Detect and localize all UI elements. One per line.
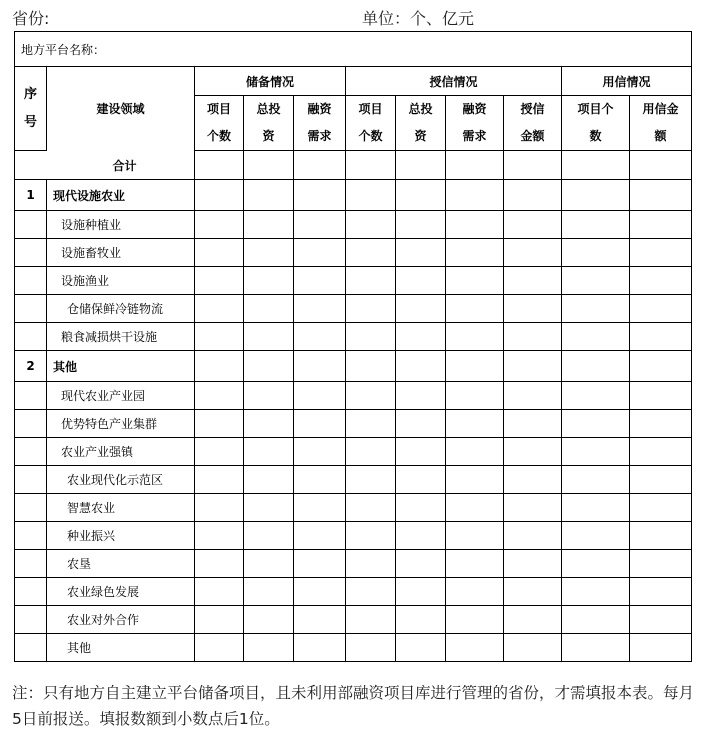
data-cell[interactable] [396, 522, 446, 550]
data-cell[interactable] [396, 410, 446, 438]
data-cell[interactable] [346, 578, 396, 606]
total-label: 合计 [15, 151, 195, 180]
data-cell[interactable] [244, 410, 294, 438]
data-cell[interactable] [396, 494, 446, 522]
row-seq [15, 438, 47, 466]
data-cell[interactable] [630, 466, 692, 494]
data-cell[interactable] [244, 578, 294, 606]
data-cell[interactable] [294, 295, 346, 323]
data-cell[interactable] [396, 438, 446, 466]
row-seq [15, 323, 47, 351]
table-row [15, 522, 692, 550]
data-cell[interactable] [195, 438, 244, 466]
row-seq [15, 295, 47, 323]
data-cell[interactable] [195, 351, 244, 382]
data-cell[interactable] [562, 267, 630, 295]
data-cell[interactable] [294, 522, 346, 550]
data-cell[interactable] [562, 295, 630, 323]
row-seq [15, 494, 47, 522]
group-usage: 用信情况 [562, 67, 692, 96]
row-seq [15, 634, 47, 662]
data-cell[interactable] [346, 351, 396, 382]
row-field-name: 种业振兴 [47, 522, 195, 550]
table-row [15, 211, 692, 239]
data-cell[interactable] [346, 410, 396, 438]
data-cell[interactable] [562, 466, 630, 494]
data-cell[interactable] [630, 634, 692, 662]
data-cell[interactable] [346, 295, 396, 323]
row-field-name: 农业绿色发展 [47, 578, 195, 606]
data-cell[interactable] [294, 351, 346, 382]
data-cell[interactable] [504, 295, 562, 323]
data-cell[interactable] [396, 151, 446, 180]
data-cell[interactable] [630, 606, 692, 634]
data-cell[interactable] [446, 410, 504, 438]
data-cell[interactable] [244, 634, 294, 662]
data-cell[interactable] [504, 239, 562, 267]
data-cell[interactable] [244, 323, 294, 351]
data-cell[interactable] [396, 239, 446, 267]
data-cell[interactable] [504, 438, 562, 466]
data-cell[interactable] [294, 267, 346, 295]
data-cell[interactable] [504, 211, 562, 239]
data-cell[interactable] [294, 239, 346, 267]
data-cell[interactable] [195, 550, 244, 578]
data-cell[interactable] [294, 410, 346, 438]
data-cell[interactable] [630, 382, 692, 410]
data-cell[interactable] [562, 323, 630, 351]
group-reserve: 储备情况 [195, 67, 346, 96]
data-cell[interactable] [446, 323, 504, 351]
data-cell[interactable] [396, 382, 446, 410]
data-cell[interactable] [562, 382, 630, 410]
table-row [15, 634, 692, 662]
data-cell[interactable] [562, 410, 630, 438]
data-cell[interactable] [446, 578, 504, 606]
table-row [15, 239, 692, 267]
data-cell[interactable] [562, 606, 630, 634]
data-cell[interactable] [244, 180, 294, 211]
row-field-name: 农垦 [47, 550, 195, 578]
data-cell[interactable] [294, 466, 346, 494]
row-seq [15, 522, 47, 550]
data-cell[interactable] [446, 351, 504, 382]
subheader: 项目个数 [346, 96, 396, 151]
data-cell[interactable] [195, 323, 244, 351]
data-cell[interactable] [630, 239, 692, 267]
data-cell[interactable] [562, 239, 630, 267]
row-seq [15, 382, 47, 410]
data-cell[interactable] [346, 211, 396, 239]
data-cell[interactable] [294, 180, 346, 211]
data-cell[interactable] [446, 239, 504, 267]
data-cell[interactable] [630, 578, 692, 606]
data-cell[interactable] [630, 522, 692, 550]
data-cell[interactable] [346, 151, 396, 180]
table-row [15, 606, 692, 634]
row-field-name: 现代设施农业 [47, 180, 195, 211]
row-seq [15, 410, 47, 438]
group-credit: 授信情况 [346, 67, 562, 96]
data-cell[interactable] [244, 438, 294, 466]
data-cell[interactable] [504, 466, 562, 494]
platform-name-field[interactable]: 地方平台名称： [15, 32, 692, 67]
data-cell[interactable] [504, 151, 562, 180]
row-field-name: 仓储保鲜冷链物流 [47, 295, 195, 323]
data-cell[interactable] [346, 522, 396, 550]
subheader: 总投资 [396, 96, 446, 151]
data-cell[interactable] [195, 267, 244, 295]
data-cell[interactable] [244, 550, 294, 578]
table-row [15, 550, 692, 578]
data-cell[interactable] [244, 522, 294, 550]
subheader: 项目个数 [562, 96, 630, 151]
table-row [15, 351, 692, 382]
data-cell[interactable] [244, 151, 294, 180]
data-cell[interactable] [244, 494, 294, 522]
row-field-name: 农业现代化示范区 [47, 466, 195, 494]
data-cell[interactable] [195, 151, 244, 180]
data-cell[interactable] [504, 522, 562, 550]
report-table [14, 31, 692, 662]
data-cell[interactable] [562, 180, 630, 211]
data-cell[interactable] [244, 466, 294, 494]
data-cell[interactable] [294, 438, 346, 466]
data-cell[interactable] [294, 494, 346, 522]
data-cell[interactable] [396, 550, 446, 578]
data-cell[interactable] [562, 578, 630, 606]
data-cell[interactable] [446, 522, 504, 550]
row-field-name: 其他 [47, 634, 195, 662]
data-cell[interactable] [294, 634, 346, 662]
data-cell[interactable] [446, 550, 504, 578]
data-cell[interactable] [195, 522, 244, 550]
data-cell[interactable] [244, 382, 294, 410]
table-row [15, 438, 692, 466]
row-field-name: 设施渔业 [47, 267, 195, 295]
row-field-name: 设施畜牧业 [47, 239, 195, 267]
data-cell[interactable] [504, 606, 562, 634]
data-cell[interactable] [504, 180, 562, 211]
data-cell[interactable] [630, 267, 692, 295]
data-cell[interactable] [244, 295, 294, 323]
data-cell[interactable] [396, 323, 446, 351]
row-seq [15, 466, 47, 494]
data-cell[interactable] [244, 267, 294, 295]
data-cell[interactable] [396, 211, 446, 239]
data-cell[interactable] [504, 267, 562, 295]
data-cell[interactable] [396, 295, 446, 323]
data-cell[interactable] [244, 606, 294, 634]
data-cell[interactable] [630, 295, 692, 323]
subheader: 用信金额 [630, 96, 692, 151]
seq-header: 序号 [15, 67, 47, 151]
data-cell[interactable] [396, 351, 446, 382]
data-cell[interactable] [294, 211, 346, 239]
unit-label: 单位：个、亿元 [362, 9, 475, 28]
data-cell[interactable] [396, 606, 446, 634]
data-cell[interactable] [446, 295, 504, 323]
data-cell[interactable] [195, 239, 244, 267]
data-cell[interactable] [346, 382, 396, 410]
data-cell[interactable] [195, 295, 244, 323]
data-cell[interactable] [294, 606, 346, 634]
table-row [15, 295, 692, 323]
province-label: 省份: [12, 9, 50, 28]
subheader: 项目个数 [195, 96, 244, 151]
data-cell[interactable] [630, 410, 692, 438]
row-field-name: 设施种植业 [47, 211, 195, 239]
data-cell[interactable] [446, 634, 504, 662]
data-cell[interactable] [630, 323, 692, 351]
data-cell[interactable] [294, 382, 346, 410]
row-seq [15, 211, 47, 239]
data-cell[interactable] [195, 382, 244, 410]
footnote: 注：只有地方自主建立平台储备项目，且未利用部融资项目库进行管理的省份，才需填报本表。每月5日前报送。填报数额到小数点后1位。 [12, 684, 695, 728]
data-cell[interactable] [244, 239, 294, 267]
row-seq [15, 267, 47, 295]
data-cell[interactable] [294, 578, 346, 606]
data-cell[interactable] [630, 351, 692, 382]
row-field-name: 其他 [47, 351, 195, 382]
data-cell[interactable] [195, 634, 244, 662]
data-cell[interactable] [396, 634, 446, 662]
data-cell[interactable] [294, 151, 346, 180]
data-cell[interactable] [504, 550, 562, 578]
data-cell[interactable] [504, 634, 562, 662]
data-cell[interactable] [195, 606, 244, 634]
row-seq: 1 [15, 180, 47, 211]
table-row [15, 578, 692, 606]
data-cell[interactable] [562, 634, 630, 662]
data-cell[interactable] [562, 494, 630, 522]
data-cell[interactable] [346, 606, 396, 634]
data-cell[interactable] [346, 550, 396, 578]
data-cell[interactable] [446, 382, 504, 410]
data-cell[interactable] [396, 180, 446, 211]
row-field-name: 优势特色产业集群 [47, 410, 195, 438]
data-cell[interactable] [630, 211, 692, 239]
data-cell[interactable] [562, 151, 630, 180]
table-row [15, 382, 692, 410]
data-cell[interactable] [446, 151, 504, 180]
data-cell[interactable] [504, 323, 562, 351]
row-field-name: 现代农业产业园 [47, 382, 195, 410]
data-cell[interactable] [195, 578, 244, 606]
data-cell[interactable] [562, 550, 630, 578]
data-cell[interactable] [346, 180, 396, 211]
data-cell[interactable] [446, 494, 504, 522]
data-cell[interactable] [504, 351, 562, 382]
subheader: 授信金额 [504, 96, 562, 151]
data-cell[interactable] [346, 634, 396, 662]
data-cell[interactable] [562, 211, 630, 239]
data-cell[interactable] [346, 466, 396, 494]
data-cell[interactable] [195, 494, 244, 522]
row-field-name: 农业对外合作 [47, 606, 195, 634]
data-cell[interactable] [562, 351, 630, 382]
data-cell[interactable] [396, 578, 446, 606]
data-cell[interactable] [562, 438, 630, 466]
table-row [15, 466, 692, 494]
data-cell[interactable] [294, 323, 346, 351]
data-cell[interactable] [630, 151, 692, 180]
data-cell[interactable] [346, 438, 396, 466]
field-header: 建设领域 [47, 67, 195, 151]
row-seq [15, 239, 47, 267]
table-row [15, 323, 692, 351]
row-field-name: 粮食减损烘干设施 [47, 323, 195, 351]
table-row [15, 267, 692, 295]
data-cell[interactable] [630, 550, 692, 578]
data-cell[interactable] [504, 494, 562, 522]
row-seq [15, 606, 47, 634]
table-row [15, 410, 692, 438]
subheader: 总投资 [244, 96, 294, 151]
data-cell[interactable] [630, 180, 692, 211]
data-cell[interactable] [195, 466, 244, 494]
data-cell[interactable] [504, 578, 562, 606]
row-seq [15, 550, 47, 578]
row-field-name: 智慧农业 [47, 494, 195, 522]
data-cell[interactable] [346, 494, 396, 522]
data-cell[interactable] [446, 180, 504, 211]
data-cell[interactable] [346, 239, 396, 267]
table-row [15, 180, 692, 211]
data-cell[interactable] [396, 267, 446, 295]
data-cell[interactable] [504, 410, 562, 438]
data-cell[interactable] [446, 211, 504, 239]
data-cell[interactable] [346, 323, 396, 351]
data-cell[interactable] [630, 494, 692, 522]
subheader: 融资需求 [294, 96, 346, 151]
data-cell[interactable] [446, 438, 504, 466]
data-cell[interactable] [195, 180, 244, 211]
data-cell[interactable] [195, 410, 244, 438]
table-row [15, 494, 692, 522]
data-cell[interactable] [396, 466, 446, 494]
data-cell[interactable] [562, 522, 630, 550]
data-cell[interactable] [195, 211, 244, 239]
row-seq [15, 578, 47, 606]
subheader: 融资需求 [446, 96, 504, 151]
row-seq: 2 [15, 351, 47, 382]
data-cell[interactable] [630, 438, 692, 466]
data-cell[interactable] [294, 550, 346, 578]
data-cell[interactable] [504, 382, 562, 410]
data-cell[interactable] [346, 267, 396, 295]
data-cell[interactable] [446, 606, 504, 634]
row-field-name: 农业产业强镇 [47, 438, 195, 466]
data-cell[interactable] [244, 351, 294, 382]
data-cell[interactable] [446, 267, 504, 295]
data-cell[interactable] [244, 211, 294, 239]
data-cell[interactable] [446, 466, 504, 494]
